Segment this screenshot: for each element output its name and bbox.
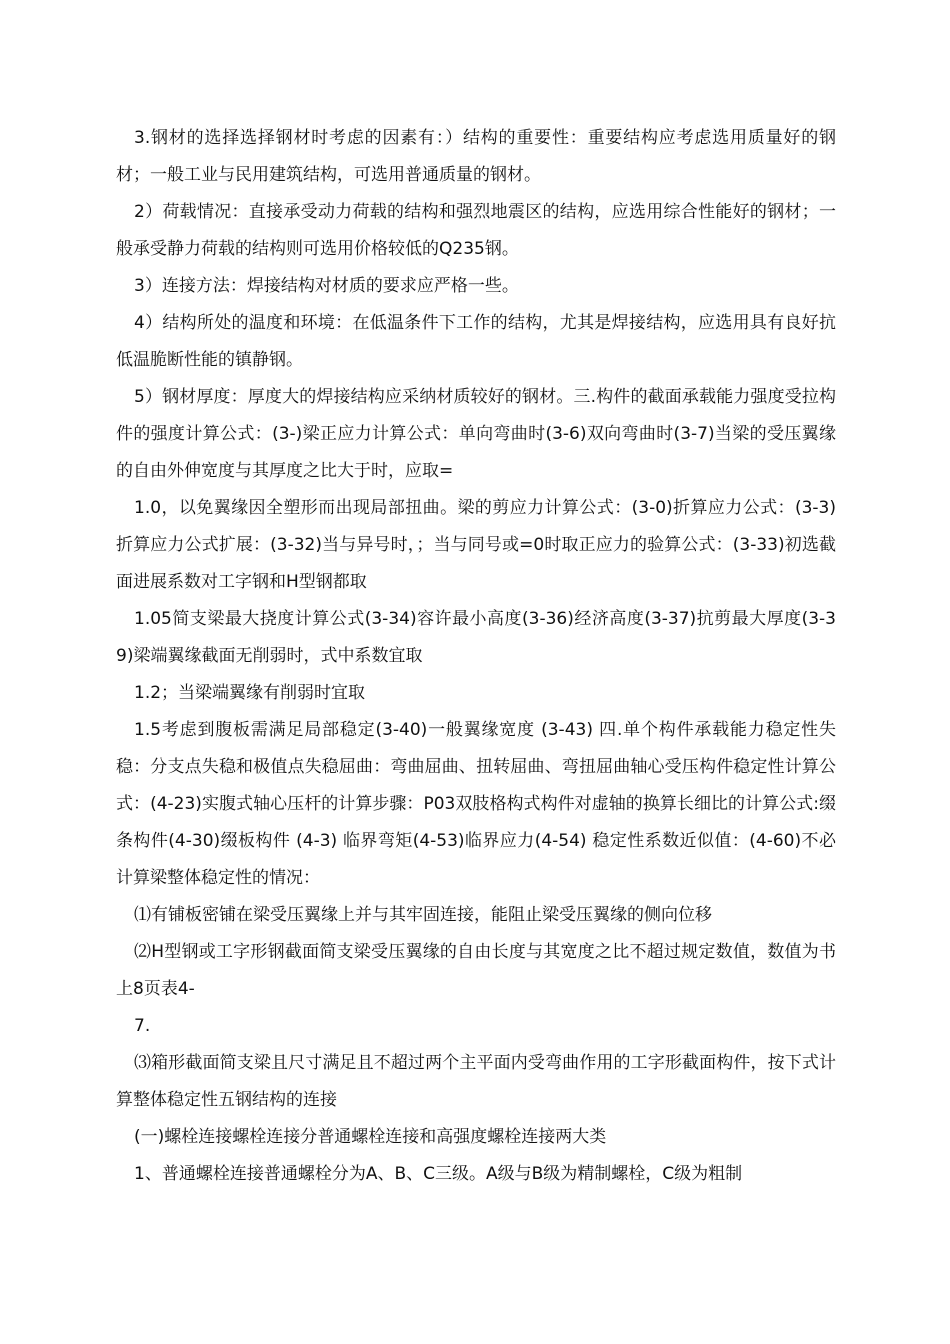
paragraph-deflection: 1.05简支梁最大挠度计算公式(3-34)容许最小高度(3-36)经济高度(3-37)抗剪最大厚度(3-39)梁端翼缘截面无削弱时，式中系数宜取	[116, 609, 836, 666]
paragraph-steel-selection: 3.钢材的选择选择钢材时考虑的因素有：）结构的重要性：重要结构应考虑选用质量好的钢材；一般工业与民用建筑结构，可选用普通质量的钢材。	[116, 128, 836, 185]
paragraph-flange-weakened: 1.2；当梁端翼缘有削弱时宜取	[134, 683, 366, 703]
paragraph-load-conditions: 2）荷载情况：直接承受动力荷载的结构和强烈地震区的结构，应选用综合性能好的钢材；一般承受静力荷载的结构则可选用价格较低的Q235钢。	[116, 202, 836, 259]
paragraph-connection-method: 3）连接方法：焊接结构对材质的要求应严格一些。	[134, 276, 519, 296]
paragraph-condition-2: ⑵H型钢或工字形钢截面简支梁受压翼缘的自由长度与其宽度之比不超过规定数值，数值为书上8页表4-	[116, 942, 836, 999]
paragraph-stability: 1.5考虑到腹板需满足局部稳定(3-40)一般翼缘宽度 (3-43) 四.单个构件承载能力稳定性失稳：分支点失稳和极值点失稳屈曲：弯曲屈曲、扭转屈曲、弯扭屈曲轴心受压构件稳定性计算公式：(4-23)实腹式轴心压杆的计算步骤：P03双肢格构式构件对虚轴的换算长细比的计算公式:缀条构件(4-30)缀板构件 (4-3) 临界弯矩(4-53)临界应力(4-54) 稳定性系数近似值：(4-60)不必计算梁整体稳定性的情况：	[116, 720, 836, 888]
paragraph-table-number: 7.	[134, 1016, 151, 1036]
paragraph-steel-thickness: 5）钢材厚度：厚度大的焊接结构应采纳材质较好的钢材。三.构件的截面承载能力强度受拉构件的强度计算公式：(3-)梁正应力计算公式：单向弯曲时(3-6)双向弯曲时(3-7)当梁的受压翼缘的自由外伸宽度与其厚度之比大于时，应取=	[116, 387, 836, 481]
document-body	[116, 120, 836, 1193]
paragraph-temperature-environment: 4）结构所处的温度和环境：在低温条件下工作的结构，尤其是焊接结构，应选用具有良好抗低温脆断性能的镇静钢。	[116, 313, 836, 370]
paragraph-shear-stress: 1.0，以免翼缘因全塑形而出现局部扭曲。梁的剪应力计算公式：(3-0)折算应力公式：(3-3)折算应力公式扩展：(3-32)当与异号时，；当与同号或=0时取正应力的验算公式：(3-33)初选截面进展系数对工字钢和H型钢都取	[116, 498, 836, 592]
paragraph-condition-1: ⑴有铺板密铺在梁受压翼缘上并与其牢固连接，能阻止梁受压翼缘的侧向位移	[134, 905, 712, 925]
paragraph-condition-3: ⑶箱形截面简支梁且尺寸满足且不超过两个主平面内受弯曲作用的工字形截面构件，按下式计算整体稳定性五钢结构的连接	[116, 1053, 836, 1110]
paragraph-bolt-connection: (一)螺栓连接螺栓连接分普通螺栓连接和高强度螺栓连接两大类	[134, 1127, 607, 1147]
paragraph-ordinary-bolts: 1、普通螺栓连接普通螺栓分为A、B、C三级。A级与B级为精制螺栓，C级为粗制	[134, 1164, 743, 1184]
